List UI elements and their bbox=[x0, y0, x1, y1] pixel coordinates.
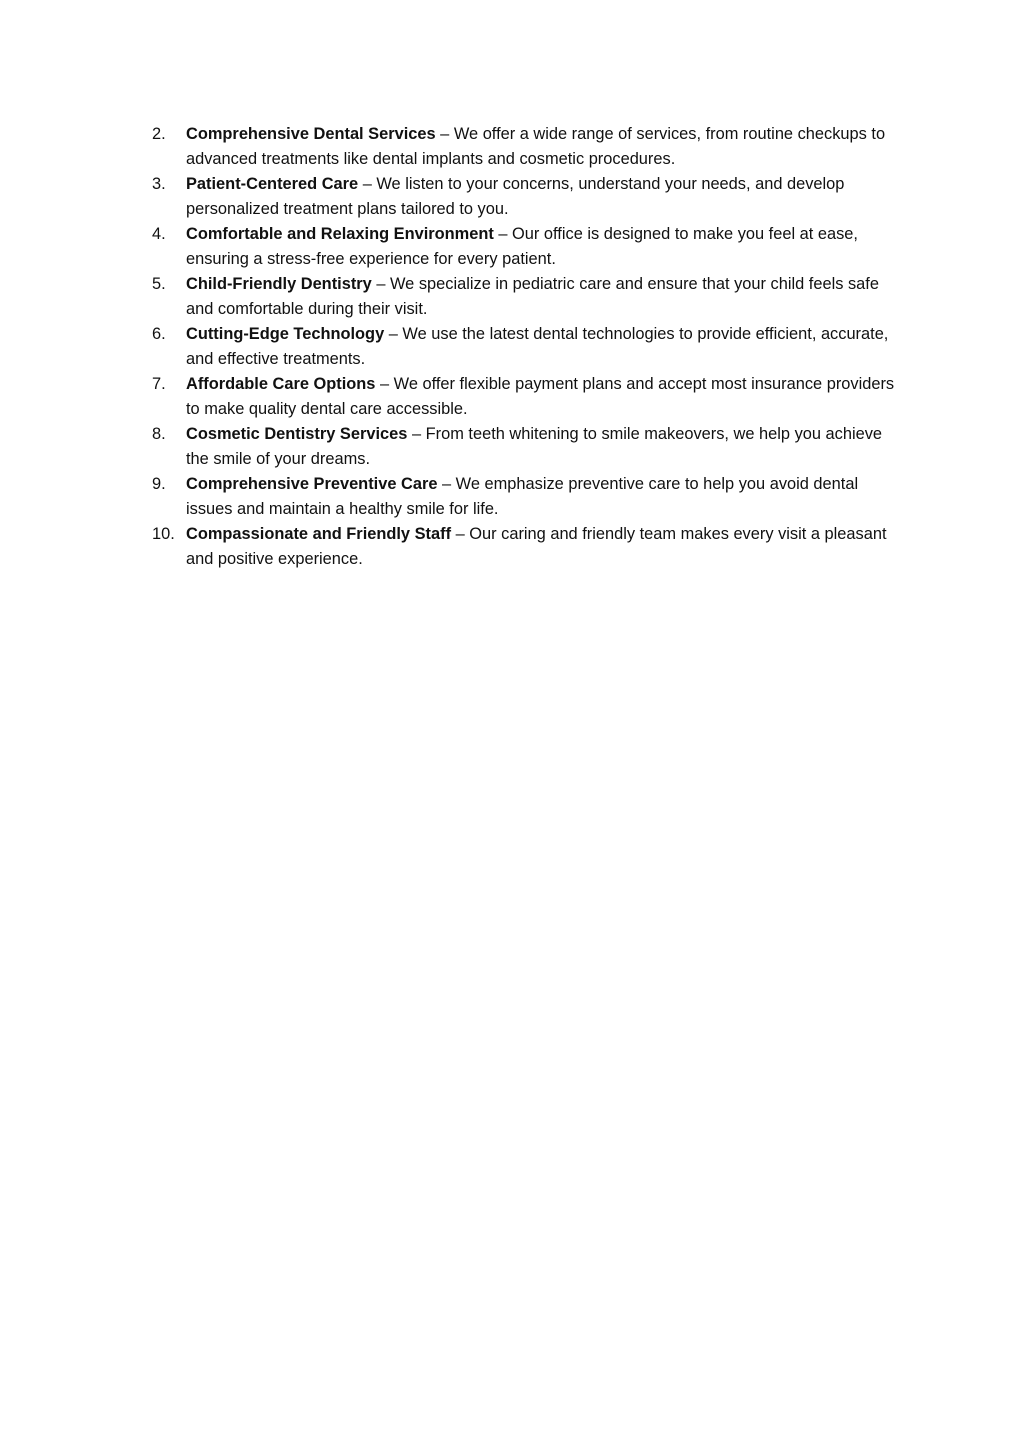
list-item bbox=[152, 522, 897, 572]
item-title: Child-Friendly Dentistry bbox=[186, 275, 372, 293]
list-item bbox=[152, 122, 897, 172]
item-number: 3. bbox=[152, 175, 166, 193]
item-text: – Our office is designed to make you feel at ease, ensuring a stress-free experience for every patient. bbox=[186, 225, 858, 268]
item-title: Affordable Care Options bbox=[186, 375, 376, 393]
item-number: 10. bbox=[152, 525, 175, 543]
item-text: – We emphasize preventive care to help you avoid dental issues and maintain a healthy smile for life. bbox=[186, 475, 859, 518]
list-item bbox=[152, 172, 897, 222]
item-title: Patient-Centered Care bbox=[186, 175, 359, 193]
list-item bbox=[152, 272, 897, 322]
item-text: – We specialize in pediatric care and ensure that your child feels safe and comfortable during their visit. bbox=[186, 275, 879, 318]
item-text: – We listen to your concerns, understand your needs, and develop personalized treatment plans tailored to you. bbox=[186, 175, 845, 218]
item-number: 5. bbox=[152, 275, 166, 293]
item-number: 6. bbox=[152, 325, 166, 343]
list-item bbox=[152, 322, 897, 372]
item-number: 8. bbox=[152, 425, 166, 443]
list-item bbox=[152, 222, 897, 272]
item-number: 9. bbox=[152, 475, 166, 493]
item-title: Cutting-Edge Technology bbox=[186, 325, 385, 343]
item-text: – From teeth whitening to smile makeovers, we help you achieve the smile of your dreams. bbox=[186, 425, 883, 468]
list-item bbox=[152, 422, 897, 472]
item-title: Compassionate and Friendly Staff bbox=[186, 525, 452, 543]
item-number: 2. bbox=[152, 125, 166, 143]
item-number: 4. bbox=[152, 225, 166, 243]
item-text: – We offer flexible payment plans and accept most insurance providers to make quality dental care accessible. bbox=[186, 375, 895, 418]
item-title: Comprehensive Preventive Care bbox=[186, 475, 438, 493]
item-title: Cosmetic Dentistry Services bbox=[186, 425, 408, 443]
item-text: – We use the latest dental technologies to provide efficient, accurate, and effective treatments. bbox=[186, 325, 889, 368]
item-title: Comprehensive Dental Services bbox=[186, 125, 436, 143]
list-item bbox=[152, 472, 897, 522]
item-title: Comfortable and Relaxing Environment bbox=[186, 225, 494, 243]
list-item bbox=[152, 372, 897, 422]
numbered-list bbox=[152, 122, 897, 572]
item-text: – Our caring and friendly team makes every visit a pleasant and positive experience. bbox=[186, 525, 887, 568]
item-text: – We offer a wide range of services, from routine checkups to advanced treatments like dental implants and cosmetic procedures. bbox=[186, 125, 886, 168]
item-number: 7. bbox=[152, 375, 166, 393]
